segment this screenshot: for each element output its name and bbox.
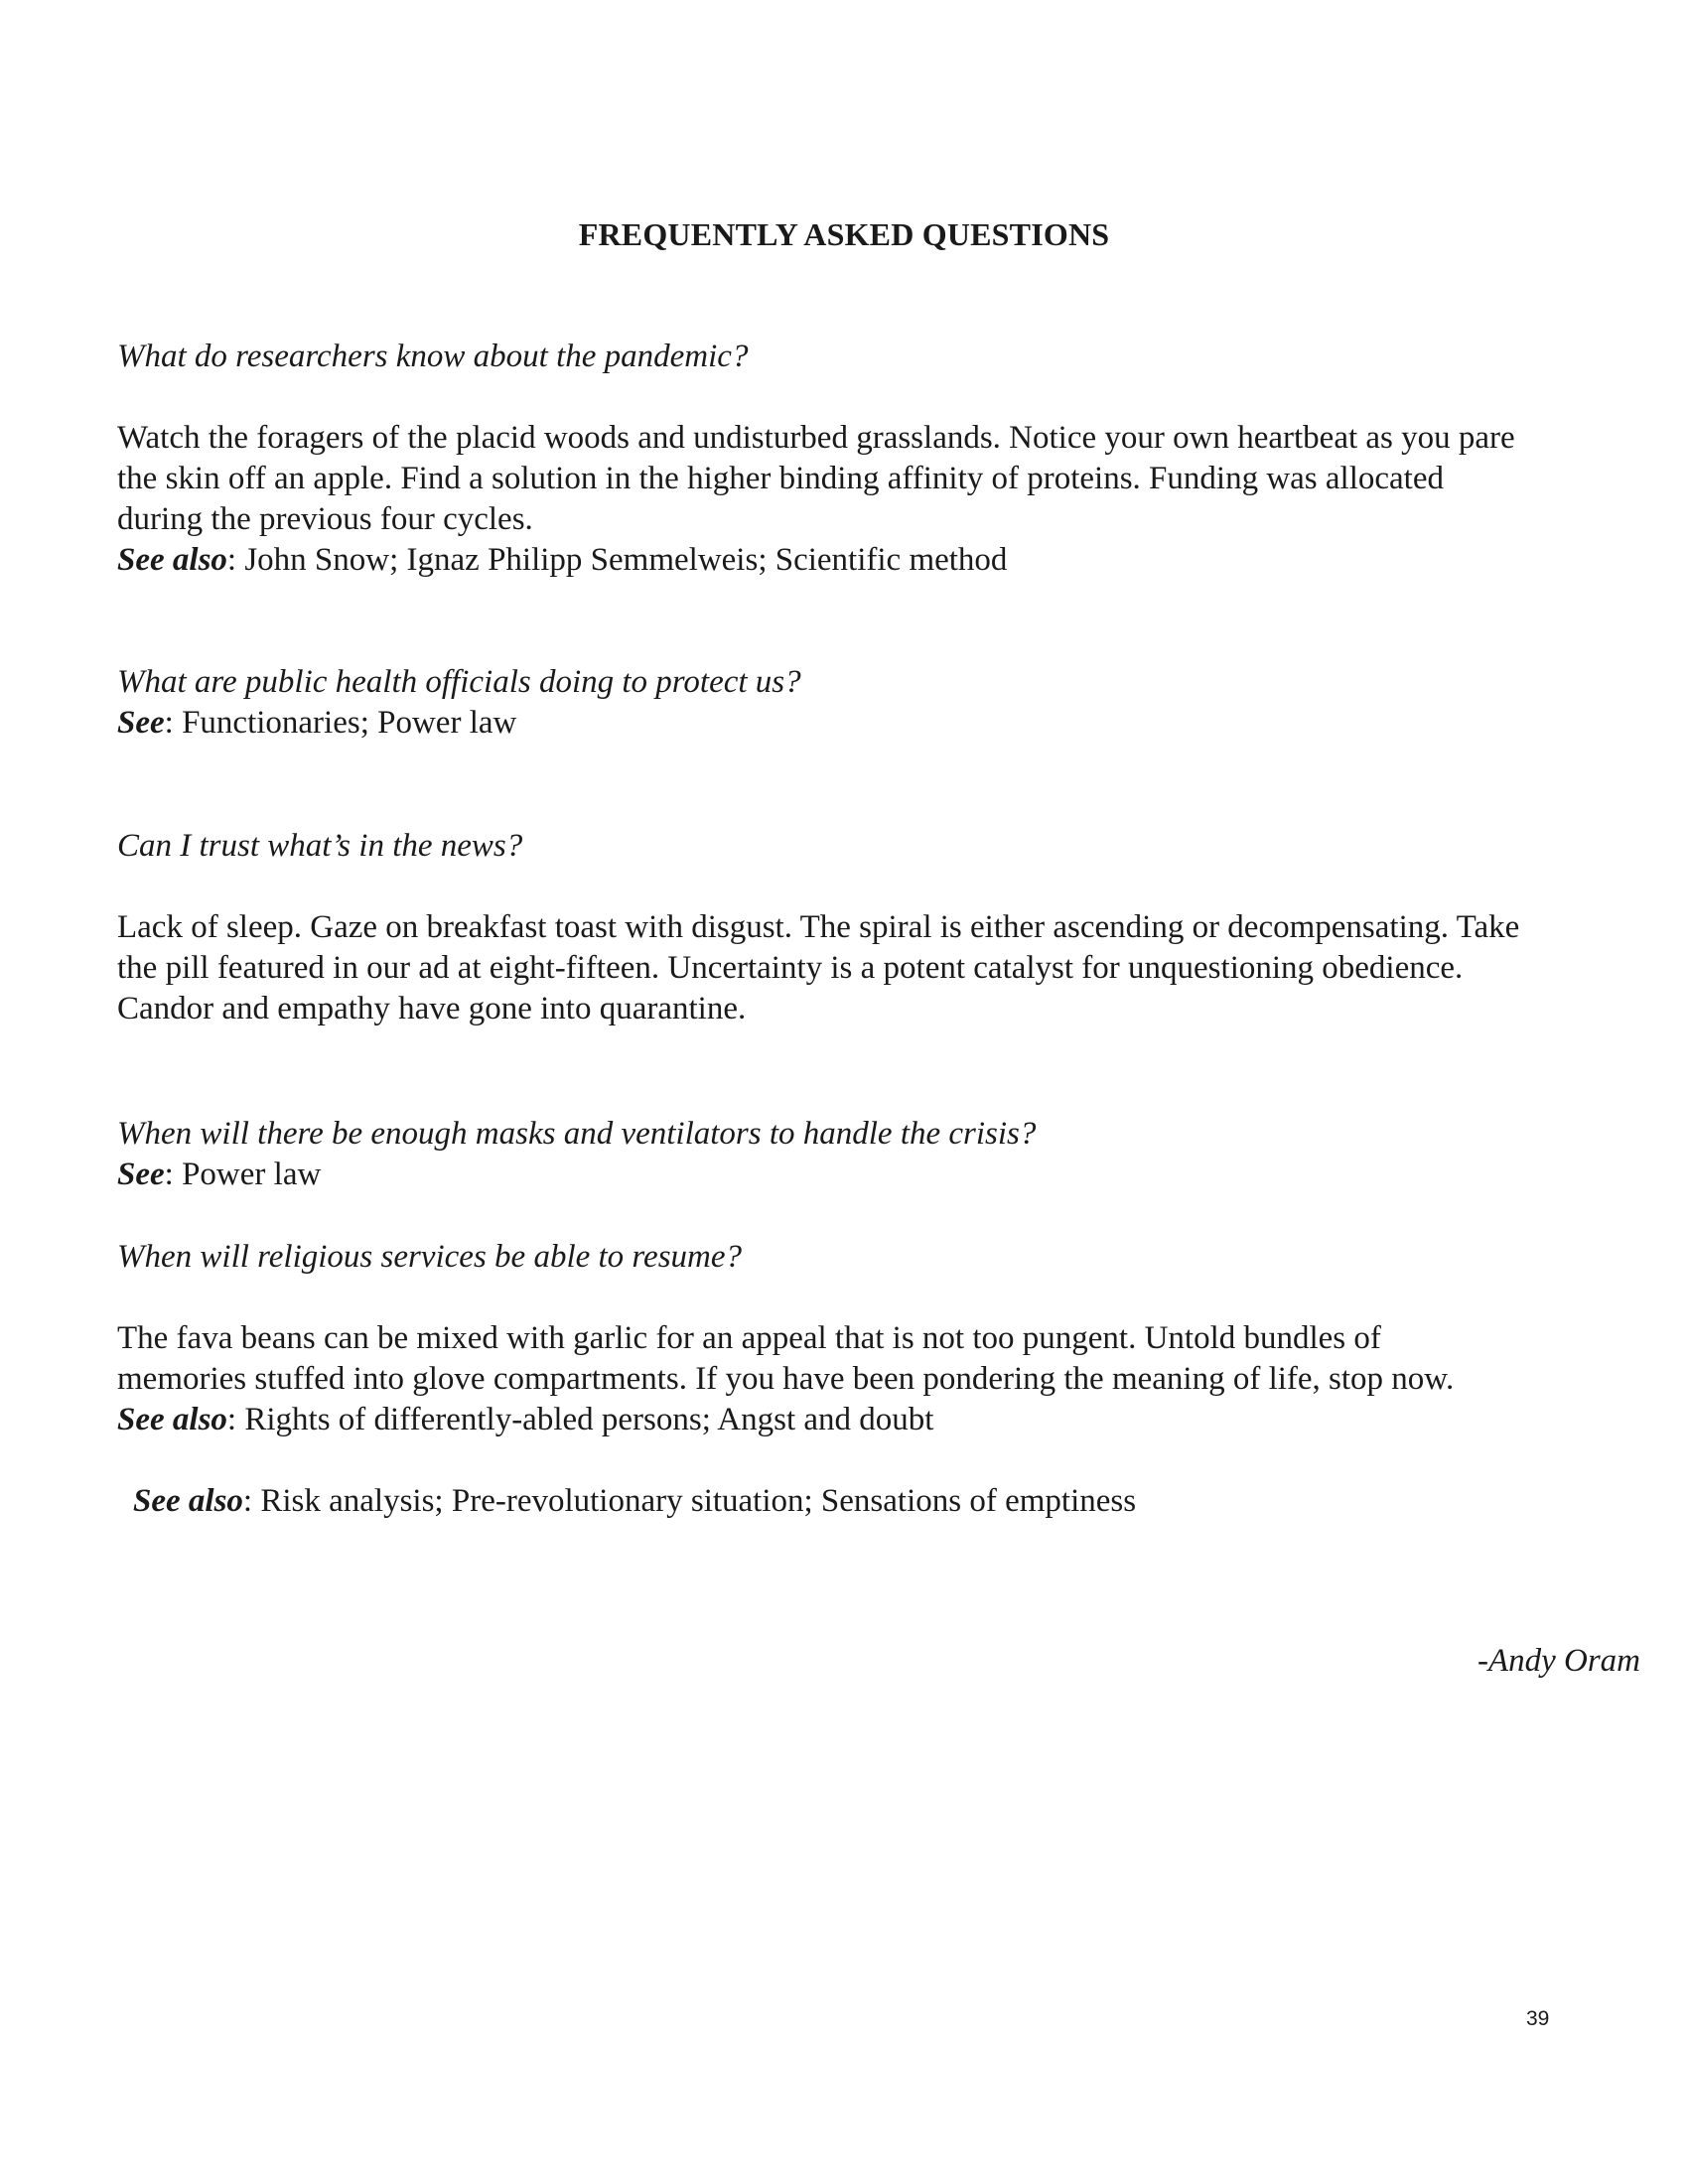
see-refs: : Power law xyxy=(164,1157,322,1192)
faq-question: Can I trust what’s in the news? xyxy=(117,828,523,864)
faq-see-also-extra xyxy=(133,1481,1136,1522)
faq-answer-line: Candor and empathy have gone into quarantine. xyxy=(117,991,747,1026)
faq-question: When will religious services be able to resume? xyxy=(117,1239,743,1275)
faq-answer-line: during the previous four cycles. xyxy=(117,501,533,537)
faq-see-also xyxy=(117,1400,933,1440)
see-also-refs: : Risk analysis; Pre-revolutionary situation; Sensations of emptiness xyxy=(242,1483,1137,1519)
faq-see xyxy=(117,1155,321,1195)
page-number: 39 xyxy=(1526,2007,1550,2030)
faq-question: When will there be enough masks and ventilators to handle the crisis? xyxy=(117,1116,1037,1152)
faq-see-also xyxy=(117,540,1007,581)
see-also-label: See also xyxy=(117,1402,227,1437)
faq-answer-line: Lack of sleep. Gaze on breakfast toast with disgust. The spiral is either ascending or decompensating. Take xyxy=(117,909,1520,945)
faq-answer-line: the pill featured in our ad at eight-fifteen. Uncertainty is a potent catalyst for unquestioning obedience. xyxy=(117,950,1464,986)
faq-answer-line: the skin off an apple. Find a solution in the higher binding affinity of proteins. Funding was allocated xyxy=(117,461,1444,496)
see-label: See xyxy=(117,1157,165,1192)
see-also-refs: : Rights of differently-abled persons; Angst and doubt xyxy=(226,1402,934,1437)
faq-answer-line: The fava beans can be mixed with garlic for an appeal that is not too pungent. Untold bundles of xyxy=(117,1320,1381,1356)
see-label: See xyxy=(117,705,165,741)
see-also-refs: : John Snow; Ignaz Philipp Semmelweis; Scientific method xyxy=(226,542,1008,578)
author-signature: -Andy Oram xyxy=(1477,1643,1640,1679)
faq-answer-line: memories stuffed into glove compartments. If you have been pondering the meaning of life, stop now. xyxy=(117,1361,1455,1397)
see-also-label: See also xyxy=(117,542,227,578)
faq-question: What do researchers know about the pandemic? xyxy=(117,339,749,374)
page-title: FREQUENTLY ASKED QUESTIONS xyxy=(578,216,1110,252)
faq-see xyxy=(117,703,516,744)
see-also-label: See also xyxy=(133,1483,243,1519)
see-refs: : Functionaries; Power law xyxy=(164,705,517,741)
faq-answer-line: Watch the foragers of the placid woods and undisturbed grasslands. Notice your own heartbeat as you pare xyxy=(117,420,1515,456)
faq-question: What are public health officials doing to protect us? xyxy=(117,664,801,700)
